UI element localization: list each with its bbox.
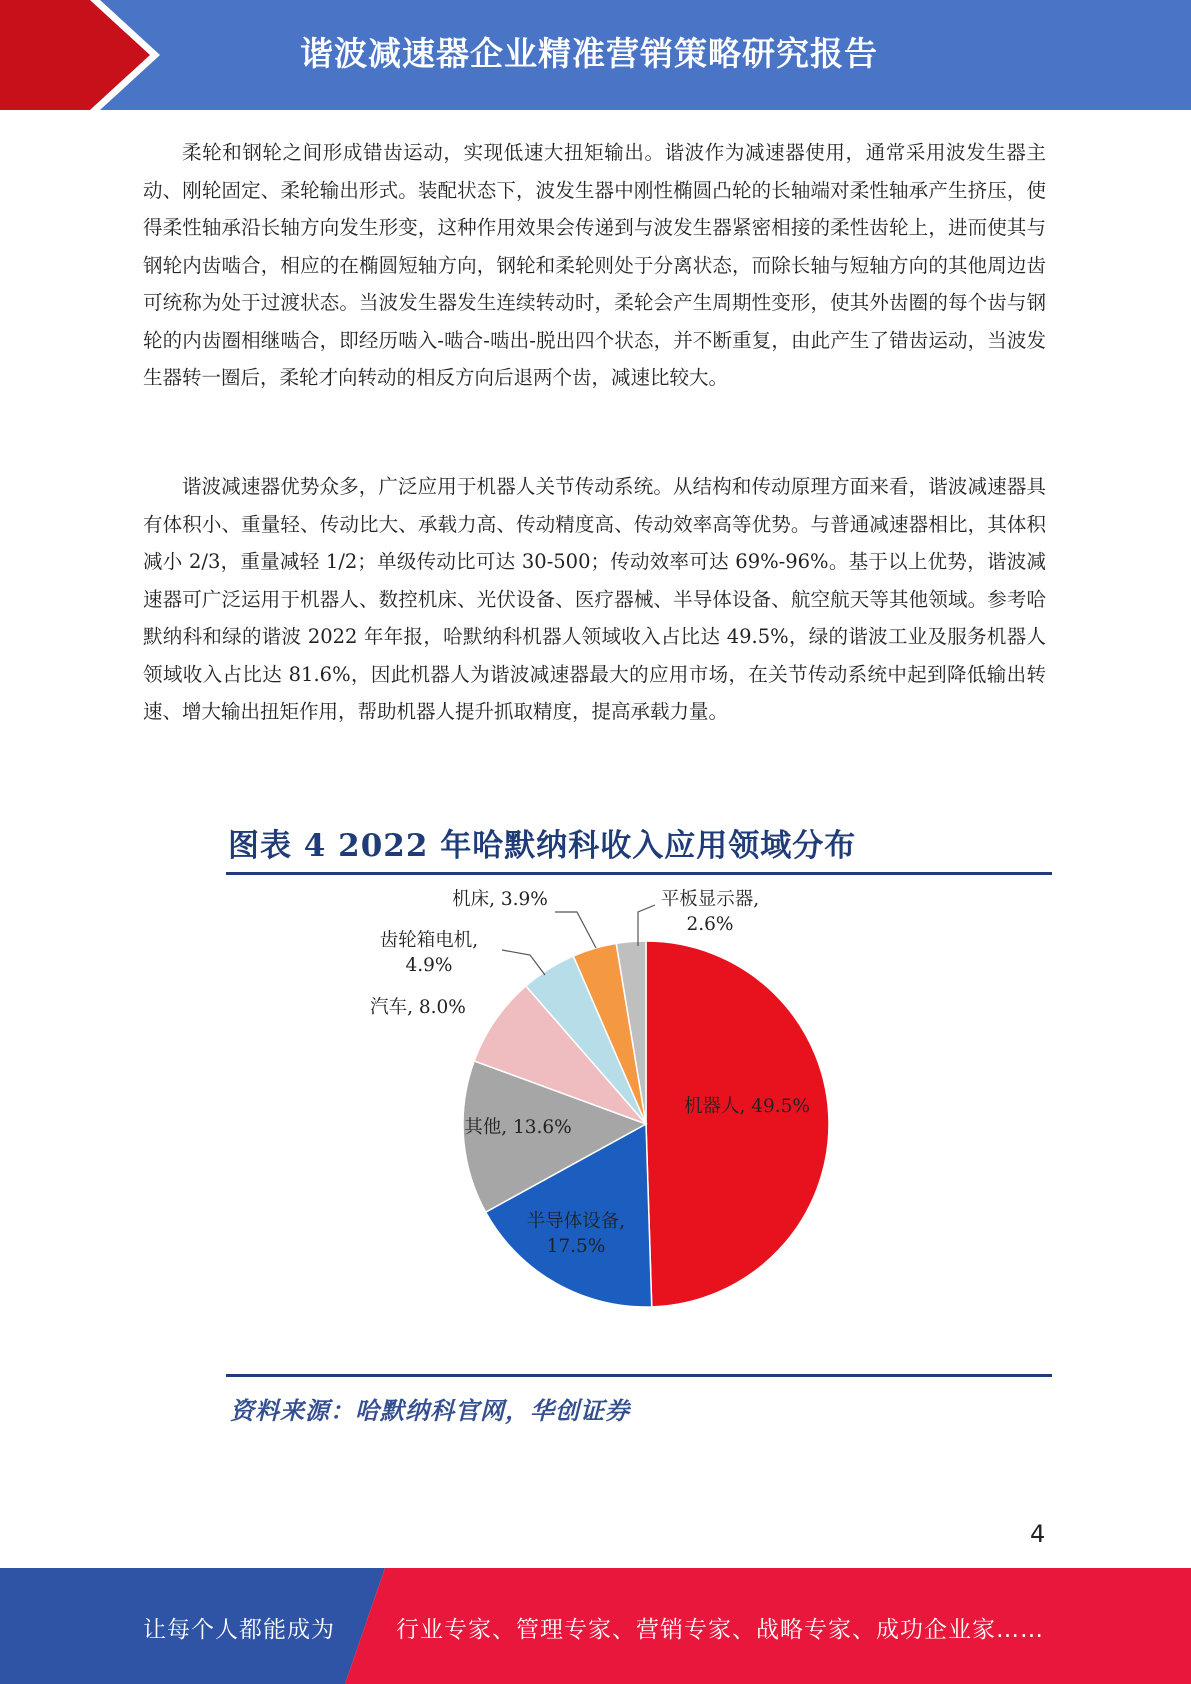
pie-label-其他: 其他, 13.6% [464, 1117, 572, 1138]
body-paragraph-2: 谐波减速器优势众多，广泛应用于机器人关节传动系统。从结构和传动原理方面来看，谐波减速器具有体积小、重量轻、传动比大、承载力高、传动精度高、传动效率高等优势。与普通减速器相比，其体积减小 2/3，重量减轻 1/2；单级传动比可达 30-500；传动效率可达 69%-96%。基于以上优势，谐波减速器可广泛运用于机器人、数控机床、光伏设备、医疗器械、半导体设备、航空航天等其他领域。参考哈默纳科和绿的谐波 2022 年年报，哈默纳科机器人领域收入占比达 49.5%，绿的谐波工业及服务机器人领域收入占比达 81.6%，因此机器人为谐波减速器最大的应用市场，在关节传动系统中起到降低输出转速、增大输出扭矩作用，帮助机器人提升抓取精度，提高承载力量。 [143, 475, 1046, 723]
pie-label-平板显示器: 平板显示器, 2.6% [660, 889, 760, 935]
page-number: 4 [1030, 1520, 1046, 1548]
leader-line-齿轮箱电机 [502, 950, 545, 975]
pie-label-汽车: 汽车, 8.0% [370, 997, 466, 1018]
leader-line-机床 [555, 912, 596, 948]
figure-title: 图表 4 2022 年哈默纳科收入应用领域分布 [228, 828, 857, 864]
body-paragraph-1: 柔轮和钢轮之间形成错齿运动，实现低速大扭矩输出。谐波作为减速器使用，通常采用波发生器主动、刚轮固定、柔轮输出形式。装配状态下，波发生器中刚性椭圆凸轮的长轴端对柔性轴承产生挤压，使得柔性轴承沿长轴方向发生形变，这种作用效果会传递到与波发生器紧密相接的柔性齿轮上，进而使其与钢轮内齿啮合，相应的在椭圆短轴方向，钢轮和柔轮则处于分离状态，而除长轴与短轴方向的其他周边齿可统称为处于过渡状态。当波发生器发生连续转动时，柔轮会产生周期性变形，使其外齿圈的每个齿与钢轮的内齿圈相继啮合，即经历啮入-啮合-啮出-脱出四个状态，并不断重复，由此产生了错齿运动，当波发生器转一圈后，柔轮才向转动的相反方向后退两个齿，减速比较大。 [143, 141, 1046, 389]
pie-label-机床: 机床, 3.9% [452, 889, 548, 910]
figure-source: 资料来源：哈默纳科官网，华创证券 [230, 1396, 630, 1425]
page-footer [0, 1568, 1191, 1684]
pie-slice-机器人 [646, 941, 829, 1307]
footer-slogan-left: 让每个人都能成为 [143, 1617, 335, 1643]
leader-line-平板显示器 [638, 905, 655, 946]
pie-label-半导体设备: 半导体设备, 17.5% [526, 1211, 626, 1257]
footer-slogan-right: 行业专家、管理专家、营销专家、战略专家、成功企业家…… [396, 1617, 1044, 1643]
figure-bottom-rule [226, 1374, 1052, 1377]
pie-label-机器人: 机器人, 49.5% [683, 1096, 811, 1117]
header-title: 谐波减速器企业精准营销策略研究报告 [300, 34, 878, 73]
pie-label-齿轮箱电机: 齿轮箱电机, 4.9% [379, 930, 479, 976]
